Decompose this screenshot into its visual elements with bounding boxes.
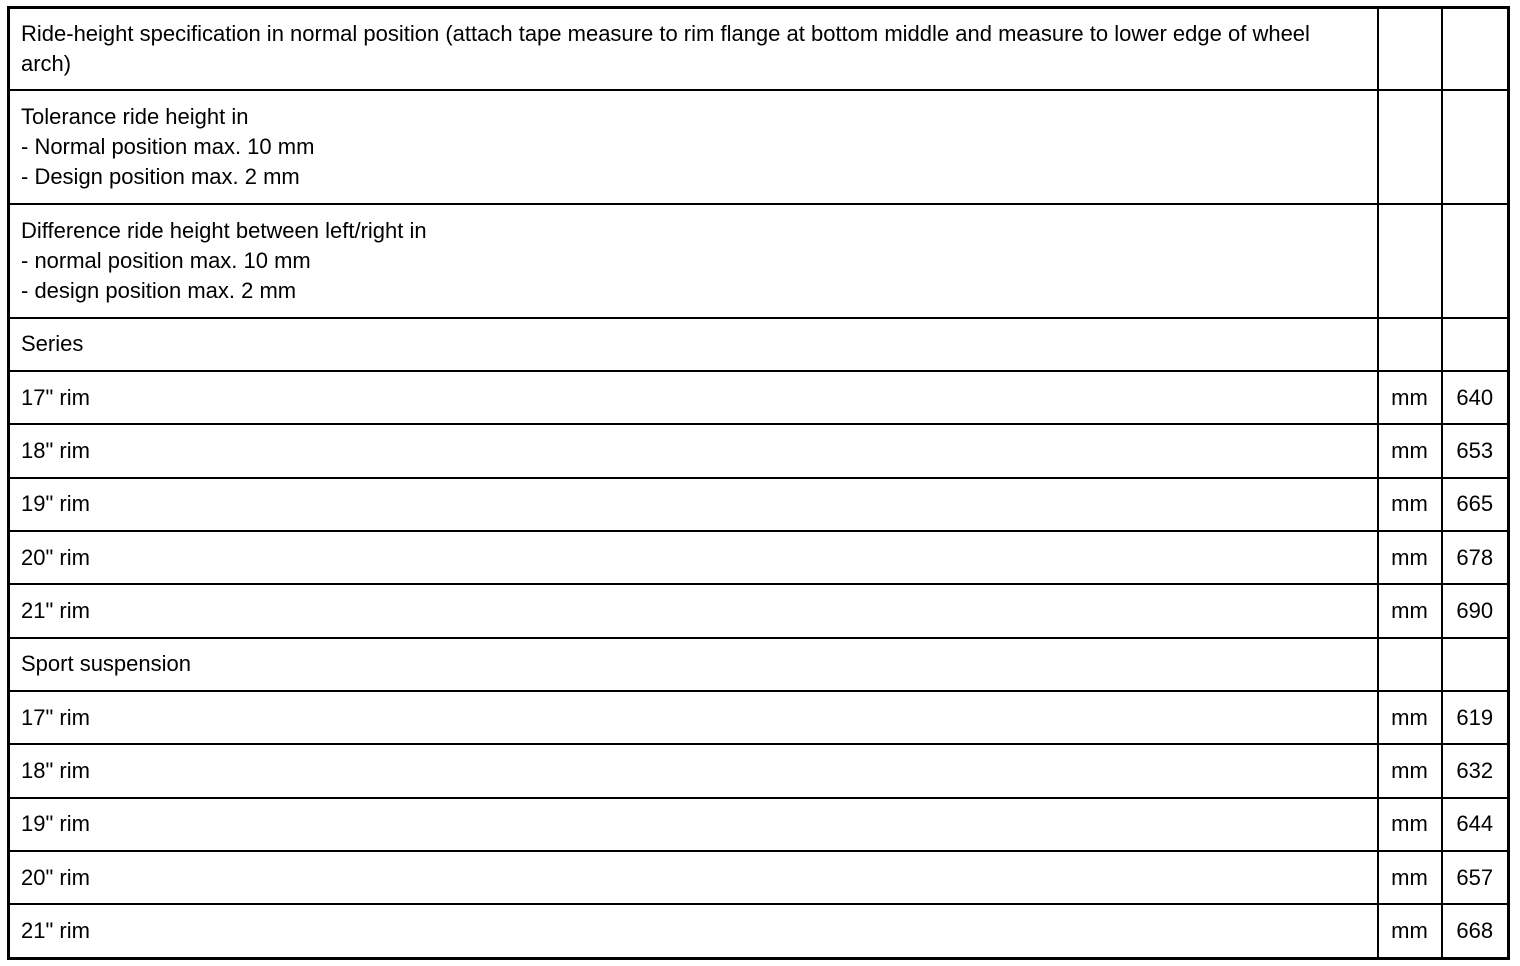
row-value: 644 (1442, 798, 1509, 851)
row-unit: mm (1378, 744, 1442, 797)
row-value: 653 (1442, 424, 1509, 477)
table-row (9, 744, 1509, 797)
table-row (9, 8, 1509, 90)
row-label: 19" rim (9, 478, 1378, 531)
table-row (9, 904, 1509, 958)
row-value: 668 (1442, 904, 1509, 958)
row-unit: mm (1378, 584, 1442, 637)
ride-height-table (7, 6, 1510, 960)
section-row-sport-suspension (9, 638, 1509, 691)
row-value: 678 (1442, 531, 1509, 584)
row-unit: mm (1378, 691, 1442, 744)
table-row (9, 798, 1509, 851)
table-row (9, 584, 1509, 637)
table-row (9, 90, 1509, 204)
row-label: 20" rim (9, 851, 1378, 904)
section-row-series (9, 318, 1509, 371)
row-label: 18" rim (9, 744, 1378, 797)
table-row (9, 531, 1509, 584)
row-value: 690 (1442, 584, 1509, 637)
section-label: Series (9, 318, 1378, 371)
row-label: 17" rim (9, 371, 1378, 424)
table-row (9, 478, 1509, 531)
row-label: 18" rim (9, 424, 1378, 477)
row-unit: mm (1378, 478, 1442, 531)
row-value: 632 (1442, 744, 1509, 797)
row-label: 21" rim (9, 584, 1378, 637)
section-label: Sport suspension (9, 638, 1378, 691)
row-unit (1378, 318, 1442, 371)
row-label: 19" rim (9, 798, 1378, 851)
row-value: 665 (1442, 478, 1509, 531)
row-unit: mm (1378, 904, 1442, 958)
row-label: 21" rim (9, 904, 1378, 958)
row-unit: mm (1378, 851, 1442, 904)
row-unit (1378, 204, 1442, 318)
table-row (9, 851, 1509, 904)
table-row (9, 371, 1509, 424)
row-unit (1378, 8, 1442, 90)
row-unit (1378, 90, 1442, 204)
row-value: 657 (1442, 851, 1509, 904)
row-unit: mm (1378, 371, 1442, 424)
row-unit: mm (1378, 531, 1442, 584)
row-value (1442, 8, 1509, 90)
row-value (1442, 318, 1509, 371)
row-label: Ride-height specification in normal position (attach tape measure to rim flange at bottom middle and measure to lower edge of wheel arch) (9, 8, 1378, 90)
row-unit: mm (1378, 424, 1442, 477)
row-value: 619 (1442, 691, 1509, 744)
row-value: 640 (1442, 371, 1509, 424)
table-row (9, 204, 1509, 318)
row-unit: mm (1378, 798, 1442, 851)
row-label: 20" rim (9, 531, 1378, 584)
row-label: Difference ride height between left/right in - normal position max. 10 mm - design position max. 2 mm (9, 204, 1378, 318)
table-row (9, 424, 1509, 477)
row-unit (1378, 638, 1442, 691)
table-row (9, 691, 1509, 744)
row-label: Tolerance ride height in - Normal position max. 10 mm - Design position max. 2 mm (9, 90, 1378, 204)
row-label: 17" rim (9, 691, 1378, 744)
row-value (1442, 638, 1509, 691)
row-value (1442, 204, 1509, 318)
row-value (1442, 90, 1509, 204)
